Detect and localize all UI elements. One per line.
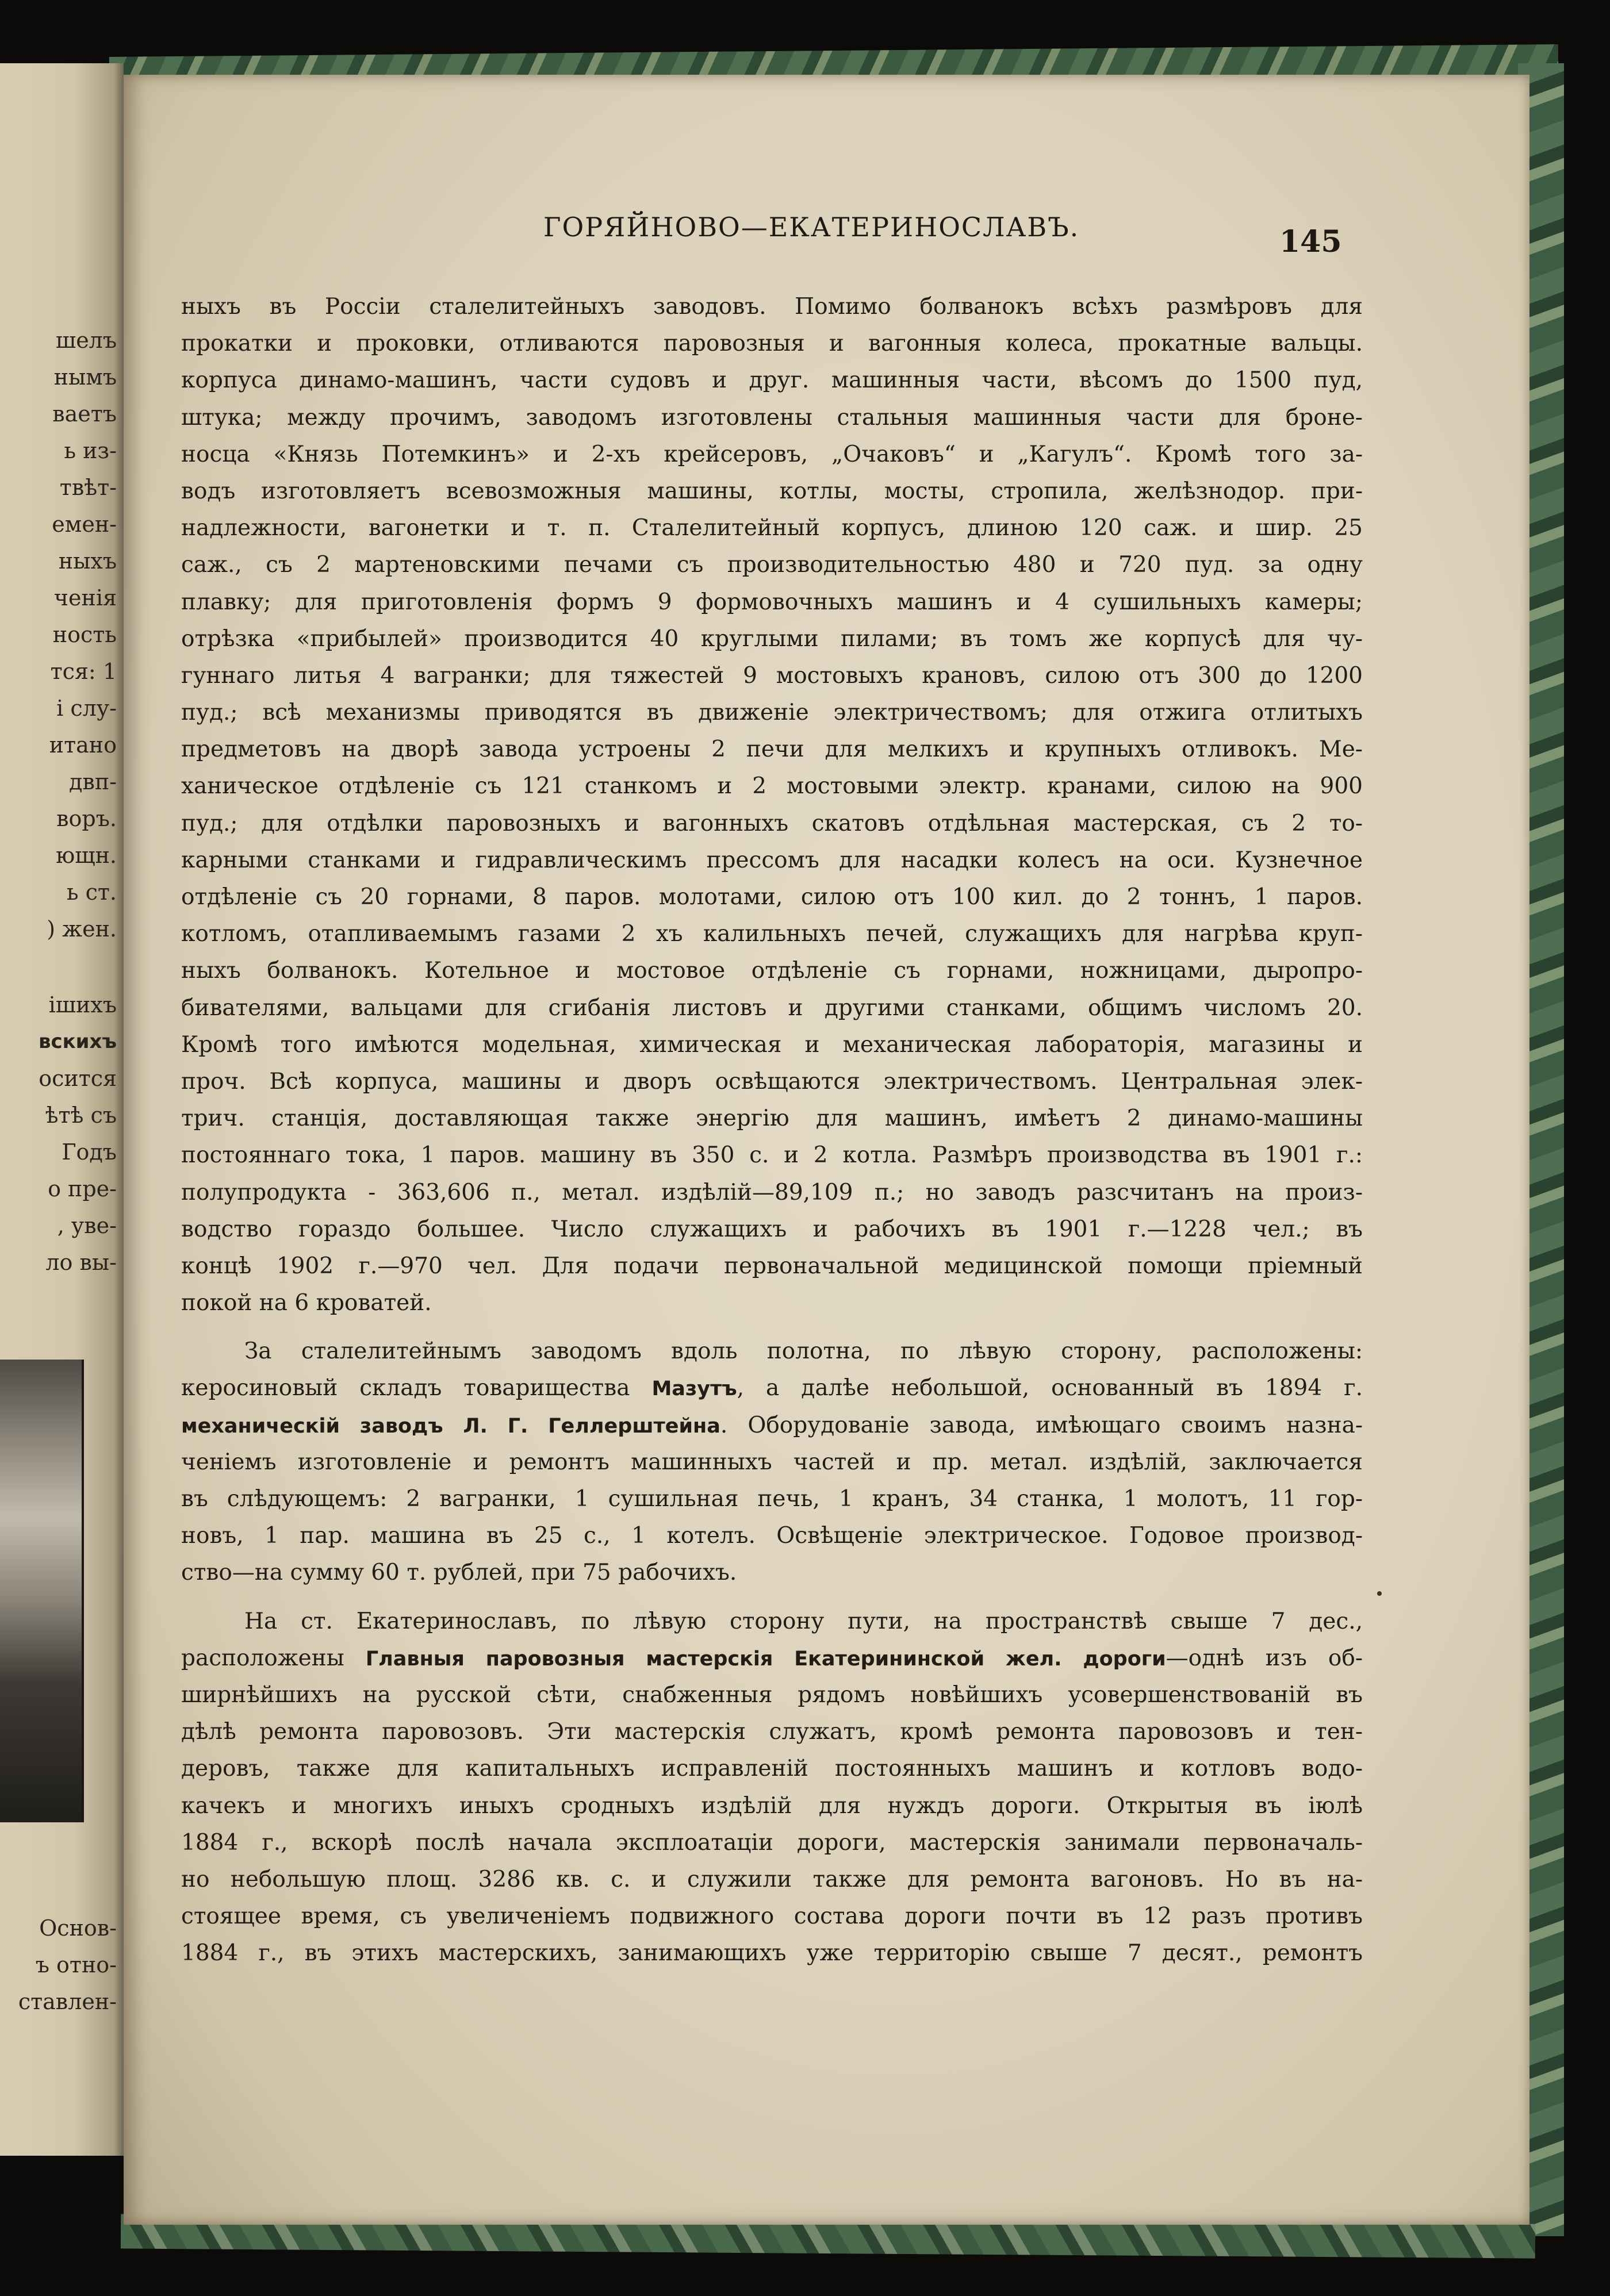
text-line: водъ изготовляетъ всевозможныя машины, котлы, мосты, стропила, желѣзнодор. при- bbox=[181, 478, 1363, 504]
facing-line: Основ- bbox=[39, 1915, 117, 1941]
paragraph-3-line-10: 1884 г., въ этихъ мастерскихъ, занимающихъ уже территорію свыше 7 десят., ремонтъ bbox=[181, 1940, 1363, 1967]
facing-line: ъ отно- bbox=[35, 1952, 117, 1978]
facing-line: ваетъ bbox=[52, 401, 117, 427]
text-line: отдѣленіе съ 20 горнами, 8 паров. молотами, силою отъ 100 кил. до 2 тоннъ, 1 паров. bbox=[181, 884, 1363, 910]
text-line: покой на 6 кроватей. bbox=[181, 1290, 432, 1316]
facing-line: ь из- bbox=[64, 438, 117, 463]
facing-page-photograph bbox=[0, 1360, 84, 1822]
facing-line: Годъ bbox=[62, 1139, 117, 1165]
facing-line: ющн. bbox=[56, 843, 117, 868]
facing-line: итано bbox=[49, 732, 117, 758]
facing-line: і слу- bbox=[56, 696, 117, 721]
ink-speck bbox=[1377, 1591, 1382, 1596]
facing-line: ь ст. bbox=[66, 880, 117, 905]
text-line: саж., съ 2 мартеновскими печами съ производительностью 480 и 720 пуд. за одну bbox=[181, 552, 1363, 578]
facing-line: двп- bbox=[69, 769, 117, 794]
paragraph-2-line-6: новъ, 1 пар. машина въ 25 с., 1 котелъ. Освѣщеніе электрическое. Годовое производ- bbox=[181, 1523, 1363, 1549]
facing-line: емен- bbox=[52, 512, 117, 537]
text-run: . Оборудованіе завода, имѣющаго своимъ назна- bbox=[720, 1412, 1363, 1438]
workshops-name: Главныя паровозныя мастерскія Екатерининской жел. дороги bbox=[365, 1647, 1166, 1671]
paragraph-2-line-1: За сталелитейнымъ заводомъ вдоль полотна, по лѣвую сторону, расположены: bbox=[244, 1338, 1363, 1365]
paragraph-2-line-4: ченіемъ изготовленіе и ремонтъ машинныхъ частей и пр. метал. издѣлій, заключается bbox=[181, 1449, 1363, 1475]
facing-line-bold: вскихъ bbox=[38, 1030, 117, 1053]
company-name-gellershtein: механическій заводъ Л. Г. Геллерштейна bbox=[181, 1414, 720, 1438]
facing-line: ность bbox=[52, 622, 117, 647]
paragraph-2-line-5: въ слѣдующемъ: 2 вагранки, 1 сушильная печь, 1 кранъ, 34 станка, 1 молотъ, 11 гор- bbox=[181, 1486, 1363, 1512]
facing-page-text-bottom bbox=[18, 1910, 117, 2020]
text-line: ныхъ въ Россіи сталелитейныхъ заводовъ. Помимо болванокъ всѣхъ размѣровъ для bbox=[181, 294, 1363, 320]
paragraph-2-line-2 bbox=[181, 1370, 1363, 1407]
paragraph-2-line-7: ство—на сумму 60 т. рублей, при 75 рабочихъ. bbox=[181, 1560, 737, 1586]
text-run: расположены bbox=[181, 1645, 366, 1671]
facing-line: ло вы- bbox=[45, 1250, 117, 1275]
facing-line: воръ. bbox=[56, 806, 117, 831]
paragraph-2-line-3 bbox=[181, 1407, 1363, 1444]
text-line: корпуса динамо-машинъ, части судовъ и друг. машинныя части, вѣсомъ до 1500 пуд, bbox=[181, 367, 1363, 394]
facing-line: твѣт- bbox=[59, 475, 117, 500]
text-line: надлежности, вагонетки и т. п. Сталелитейный корпусъ, длиною 120 саж. и шир. 25 bbox=[181, 515, 1363, 542]
text-run: —однѣ изъ об- bbox=[1166, 1645, 1363, 1671]
text-line: карными станками и гидравлическимъ прессомъ для насадки колесъ на оси. Кузнечное bbox=[181, 847, 1363, 873]
text-line: пуд.; для отдѣлки паровозныхъ и вагонныхъ скатовъ отдѣльная мастерская, съ 2 то- bbox=[181, 810, 1363, 836]
paragraph-3-line-1: На ст. Екатеринославъ, по лѣвую сторону пути, на пространствѣ свыше 7 дес., bbox=[244, 1608, 1363, 1634]
text-line: пуд.; всѣ механизмы приводятся въ движеніе электричествомъ; для отжига отлитыхъ bbox=[181, 700, 1363, 726]
text-line: Кромѣ того имѣются модельная, химическая и механическая лабораторія, магазины и bbox=[181, 1031, 1363, 1058]
facing-line: тся: 1 bbox=[50, 659, 117, 684]
text-line: постояннаго тока, 1 паров. машину въ 350 с. и 2 котла. Размѣръ производства въ 1901 г.: bbox=[181, 1142, 1363, 1169]
text-run: , а далѣе небольшой, основанный въ 1894 г. bbox=[737, 1375, 1363, 1402]
paragraph-3-line-7: 1884 г., вскорѣ послѣ начала эксплоатаціи дороги, мастерскія занимали первоначаль- bbox=[181, 1829, 1363, 1856]
text-line: отрѣзка «прибылей» производится 40 круглыми пилами; въ томъ же корпусѣ для чу- bbox=[181, 625, 1363, 652]
body-text bbox=[181, 289, 1363, 1972]
facing-page-text-top bbox=[39, 322, 117, 1281]
paragraph-3-line-2 bbox=[181, 1640, 1363, 1677]
paragraph-3-line-4: дѣлѣ ремонта паровозовъ. Эти мастерскія служатъ, кромѣ ремонта паровозовъ и тен- bbox=[181, 1719, 1363, 1745]
running-title: ГОРЯЙНОВО—ЕКАТЕРИНОСЛАВЪ. bbox=[543, 212, 1080, 243]
text-line: гуннаго литья 4 вагранки; для тяжестей 9 мостовыхъ крановъ, силою отъ 300 до 1200 bbox=[181, 662, 1363, 689]
facing-line: ) жен. bbox=[47, 916, 117, 942]
text-line: предметовъ на дворѣ завода устроены 2 печи для мелкихъ и крупныхъ отливокъ. Ме- bbox=[181, 736, 1363, 763]
text-line: штука; между прочимъ, заводомъ изготовлены стальныя машинныя части для броне- bbox=[181, 404, 1363, 431]
facing-line: осится bbox=[39, 1066, 117, 1091]
text-line: водство гораздо большее. Число служащихъ и рабочихъ въ 1901 г.—1228 чел.; въ bbox=[181, 1216, 1363, 1242]
main-page bbox=[124, 75, 1529, 2225]
facing-gap bbox=[39, 947, 117, 986]
facing-line: ныхъ bbox=[58, 548, 117, 574]
text-line: концѣ 1902 г.—970 чел. Для подачи первоначальной медицинской помощи пріемный bbox=[181, 1253, 1363, 1279]
facing-line: , уве- bbox=[57, 1213, 117, 1238]
facing-line: ставлен- bbox=[18, 1989, 117, 2014]
facing-line: шелъ bbox=[55, 328, 117, 353]
text-line: бивателями, вальцами для сгибанія листовъ и другими станками, общимъ числомъ 20. bbox=[181, 995, 1363, 1021]
text-line: проч. Всѣ корпуса, машины и дворъ освѣщаются электричествомъ. Центральная элек- bbox=[181, 1068, 1363, 1095]
text-line: носца «Князь Потемкинъ» и 2-хъ крейсеровъ, „Очаковъ“ и „Кагулъ“. Кромѣ того за- bbox=[181, 441, 1363, 467]
facing-page bbox=[0, 63, 124, 2156]
text-line: полупродукта - 363,606 п., метал. издѣлій—89,109 п.; но заводъ разсчитанъ на произ- bbox=[181, 1179, 1363, 1205]
paragraph-3-line-3: ширнѣйшихъ на русской сѣти, снабженныя рядомъ новѣйшихъ усовершенствованій въ bbox=[181, 1681, 1363, 1708]
company-name-mazut: Мазутъ bbox=[651, 1377, 737, 1401]
paragraph-3-line-9: стоящее время, съ увеличеніемъ подвижного состава дороги почти въ 12 разъ противъ bbox=[181, 1903, 1363, 1930]
text-line: ныхъ болванокъ. Котельное и мостовое отдѣленіе съ горнами, ножницами, дыропро- bbox=[181, 958, 1363, 984]
text-run: керосиновый складъ товарищества bbox=[181, 1375, 652, 1402]
text-line: плавку; для приготовленія формъ 9 формовочныхъ машинъ и 4 сушильныхъ камеры; bbox=[181, 589, 1363, 615]
paragraph-3-line-6: качекъ и многихъ иныхъ сродныхъ издѣлій для нуждъ дороги. Открытыя въ іюлѣ bbox=[181, 1792, 1363, 1819]
facing-line: ѣтѣ съ bbox=[45, 1103, 117, 1128]
facing-line: о пре- bbox=[48, 1176, 117, 1201]
paragraph-3-line-5: деровъ, также для капитальныхъ исправленій постоянныхъ машинъ и котловъ водо- bbox=[181, 1756, 1363, 1782]
text-line: трич. станція, доставляющая также энергію для машинъ, имѣетъ 2 динамо-машины bbox=[181, 1105, 1363, 1132]
facing-line: ченія bbox=[53, 585, 117, 611]
text-line: ханическое отдѣленіе съ 121 станкомъ и 2 мостовыми электр. кранами, силою на 900 bbox=[181, 773, 1363, 800]
text-line: прокатки и проковки, отливаются паровозныя и вагонныя колеса, прокатные вальцы. bbox=[181, 331, 1363, 357]
text-line: котломъ, отапливаемымъ газами 2 хъ калильныхъ печей, служащихъ для нагрѣва круп- bbox=[181, 921, 1363, 947]
paragraph-3-line-8: но небольшую площ. 3286 кв. с. и служили также для ремонта вагоновъ. Но въ на- bbox=[181, 1866, 1363, 1892]
page-number: 145 bbox=[1279, 224, 1342, 259]
facing-line: нымъ bbox=[53, 364, 117, 390]
facing-line: ішихъ bbox=[48, 992, 117, 1018]
